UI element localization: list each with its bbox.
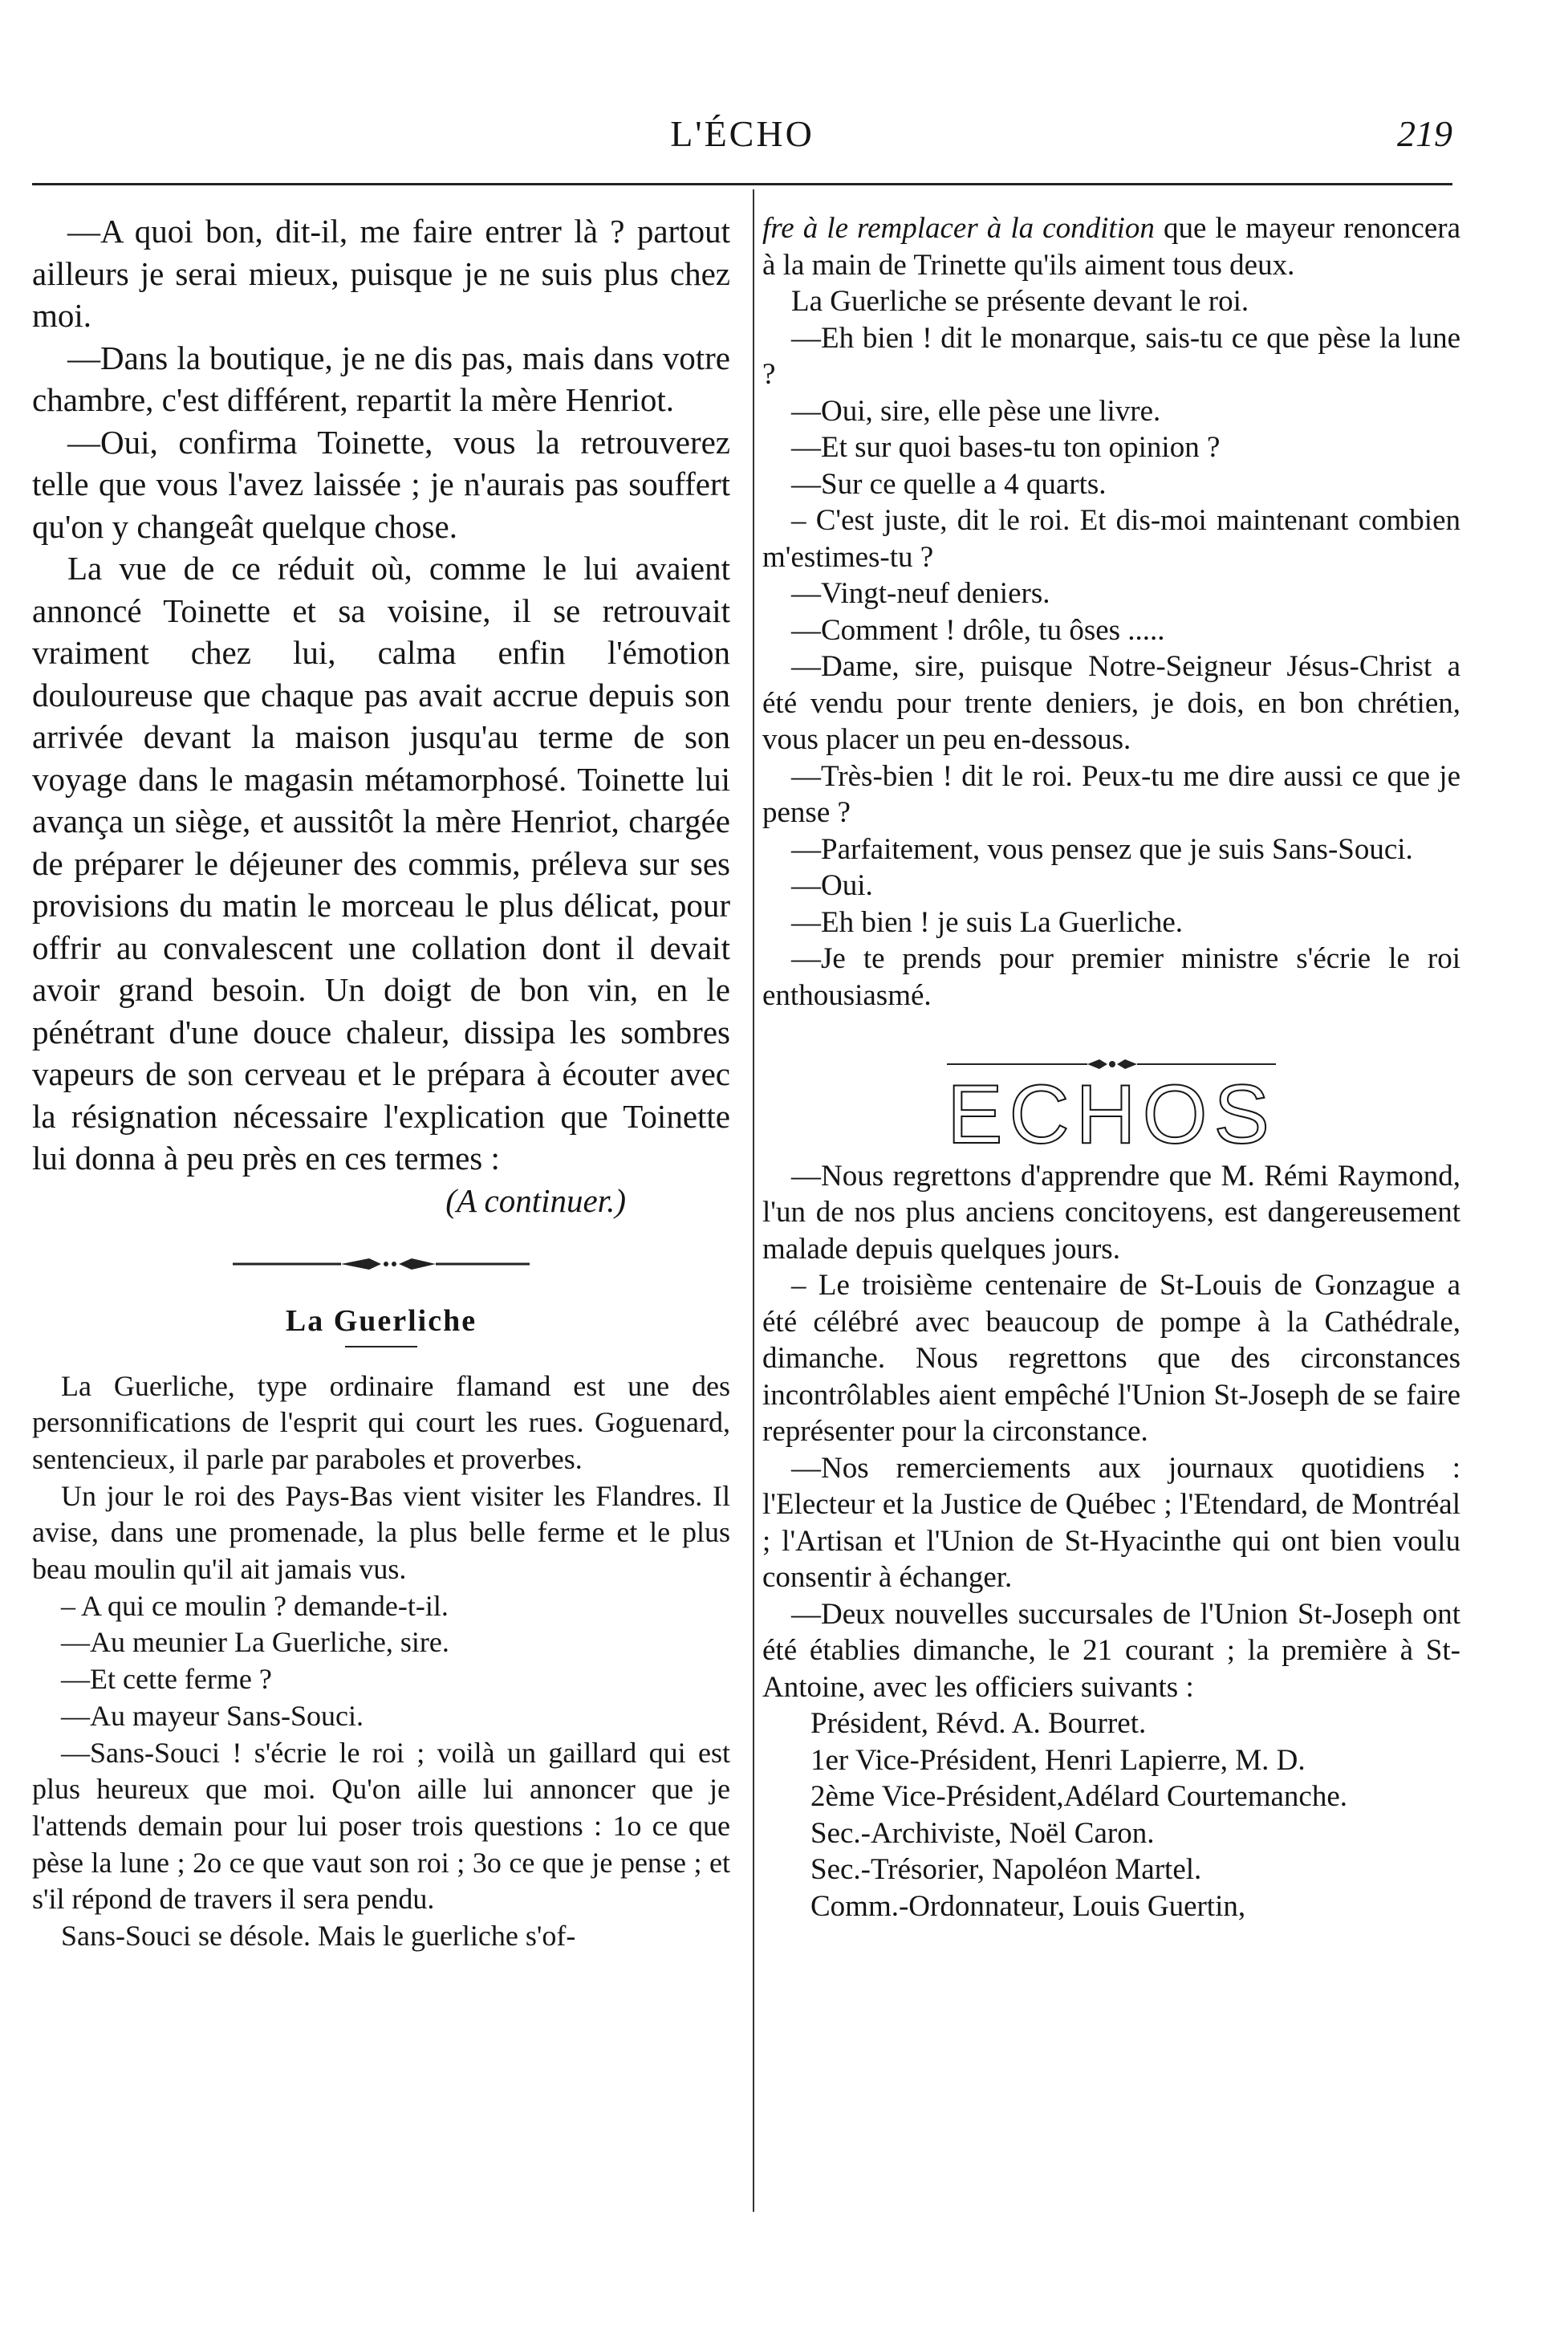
header-rule [32, 183, 1452, 185]
officer-line: 2ème Vice-Président,Adélard Courtemanche. [810, 1780, 1348, 1813]
section-title-guerliche: La Guerliche [285, 1304, 477, 1338]
section-underline [345, 1346, 417, 1347]
continuation-italic: fre à le remplacer à la condition [762, 212, 1155, 245]
dialogue-line: —Et sur quoi bases-tu ton opinion ? [791, 431, 1221, 464]
officer-line: Sec.-Trésorier, Napoléon Martel. [810, 1853, 1202, 1886]
dialogue-line: —Eh bien ! je suis La Guerliche. [791, 905, 1184, 939]
page-number: 219 [1397, 113, 1452, 154]
dialogue-line: —Vingt-neuf deniers. [791, 577, 1050, 610]
article-paragraph: La Guerliche, type ordinaire flamand est une des personnifications de l'esprit qui court les rues. Goguenard, sentencieux, il parle par paraboles et proverbes. [32, 1369, 730, 1475]
story-paragraph: —Dans la boutique, je ne dis pas, mais dans votre chambre, c'est différent, repartit la mère Henriot. [32, 339, 730, 418]
story-paragraph: —A quoi bon, dit-il, me faire entrer là ? partout ailleurs je serai mieux, puisque je ne suis plus chez moi. [32, 213, 730, 334]
echo-item: —Nous regrettons d'apprendre que M. Rémi Raymond, l'un de nos plus anciens concitoyens, est dangereusement malade depuis quelques jours. [762, 1159, 1460, 1266]
dialogue-line: —Sur ce quelle a 4 quarts. [791, 467, 1107, 501]
echo-item: – Le troisième centenaire de St-Louis de Gonzague a été célébré avec beaucoup de pompe à la Cathédrale, dimanche. Nous regrettons que des circonstances incontrôlables aient empêché l'Union St-Joseph de se faire représenter pour la circonstance. [762, 1269, 1460, 1448]
officer-line: Sec.-Archiviste, Noël Caron. [810, 1816, 1155, 1850]
dialogue-line: La Guerliche se présente devant le roi. [791, 285, 1249, 318]
dialogue-line: —Et cette ferme ? [61, 1663, 272, 1696]
dialogue-line: —Au mayeur Sans-Souci. [61, 1699, 364, 1732]
dialogue-line: – A qui ce moulin ? demande-t-il. [61, 1589, 449, 1622]
story-paragraph: La vue de ce réduit où, comme le lui avaient annoncé Toinette et sa voisine, il se retrouvait vraiment chez lui, calma enfin l'émotion douloureuse que chaque pas avait accrue depuis son arrivée devant la maison jusqu'au terme de son voyage dans le magasin métamorphosé. Toinette lui avança un siège, et aussitôt la mère Henriot, chargée de préparer le déjeuner des commis, préleva sur ses provisions du matin le morceau le plus délicat, pour offrir au convalescent une collation dont il devait avoir grand besoin. Un doigt de bon vin, en le pénétrant d'une douce chaleur, dissipa les sombres vapeurs de son cerveau et le prépara à écouter avec la résignation nécessaire l'explication que Toinette lui donna à peu près en ces termes : [32, 550, 730, 1177]
left-column [32, 210, 730, 1955]
guerliche-article [32, 1368, 730, 1955]
dialogue-line: – C'est juste, dit le roi. Et dis-moi maintenant combien m'estimes-tu ? [762, 504, 1460, 574]
dialogue-line: —Très-bien ! dit le roi. Peux-tu me dire aussi ce que je pense ? [762, 759, 1460, 829]
to-be-continued: (A continuer.) [445, 1181, 626, 1219]
dialogue-line: —Je te prends pour premier ministre s'écrie le roi enthousiasmé. [762, 942, 1460, 1012]
officer-line: Comm.-Ordonnateur, Louis Guertin, [810, 1889, 1246, 1923]
article-paragraph: Un jour le roi des Pays-Bas vient visiter les Flandres. Il avise, dans une promenade, la plus belle ferme et le plus beau moulin qu'il ait jamais vus. [32, 1479, 730, 1586]
column-divider [753, 189, 754, 2212]
dialogue-line: —Sans-Souci ! s'écrie le roi ; voilà un gaillard qui est plus heureux que moi. Qu'on aille lui annoncer que je l'attends demain pour lui poser trois questions : 1o ce que pèse la lune ; 2o ce que vaut son roi ; 3o ce que je pense ; et s'il répond de travers il sera pendu. [32, 1736, 730, 1916]
article-continuation [762, 210, 1460, 283]
echo-item: —Deux nouvelles succursales de l'Union St-Joseph ont été établies dimanche, le 21 courant ; la première à St-Antoine, avec les officiers suivants : [762, 1597, 1460, 1704]
right-column [762, 210, 1460, 1924]
section-title-echos: ECHOS [947, 1068, 1276, 1161]
continuation-text: que le mayeur renoncera à la main de Trinette qu'ils aiment tous deux. [762, 212, 1460, 282]
dialogue-line: —Au meunier La Guerliche, sire. [61, 1626, 449, 1659]
officer-line: Président, Révd. A. Bourret. [810, 1707, 1147, 1740]
officer-line: 1er Vice-Président, Henri Lapierre, M. D. [810, 1743, 1306, 1777]
story-paragraph: —Oui, confirma Toinette, vous la retrouverez telle que vous l'avez laissée ; je n'aurais pas souffert qu'on y changeât quelque chose. [32, 423, 730, 545]
running-title: L'ÉCHO [670, 113, 814, 154]
article-paragraph: Sans-Souci se désole. Mais le guerliche s'of- [61, 1920, 576, 1953]
dialogue-line: —Oui. [791, 869, 873, 902]
dialogue-line: —Eh bien ! dit le monarque, sais-tu ce que pèse la lune ? [762, 321, 1460, 391]
dialogue-line: —Dame, sire, puisque Notre-Seigneur Jésus-Christ a été vendu pour trente deniers, je dois, en bon chrétien, vous placer un peu en-dessous. [762, 650, 1460, 756]
echo-item: —Nos remerciements aux journaux quotidiens : l'Electeur et la Justice de Québec ; l'Etendard, de Montréal ; l'Artisan et l'Union de St-Hyacinthe qui ont bien voulu consentir à échanger. [762, 1451, 1460, 1594]
dialogue-line: —Oui, sire, elle pèse une livre. [791, 394, 1161, 428]
dialogue-line: —Parfaitement, vous pensez que je suis Sans-Souci. [791, 832, 1413, 866]
ornament-divider [229, 1254, 534, 1274]
dialogue-line: —Comment ! drôle, tu ôses ..... [791, 613, 1165, 647]
page-header [32, 112, 1452, 161]
